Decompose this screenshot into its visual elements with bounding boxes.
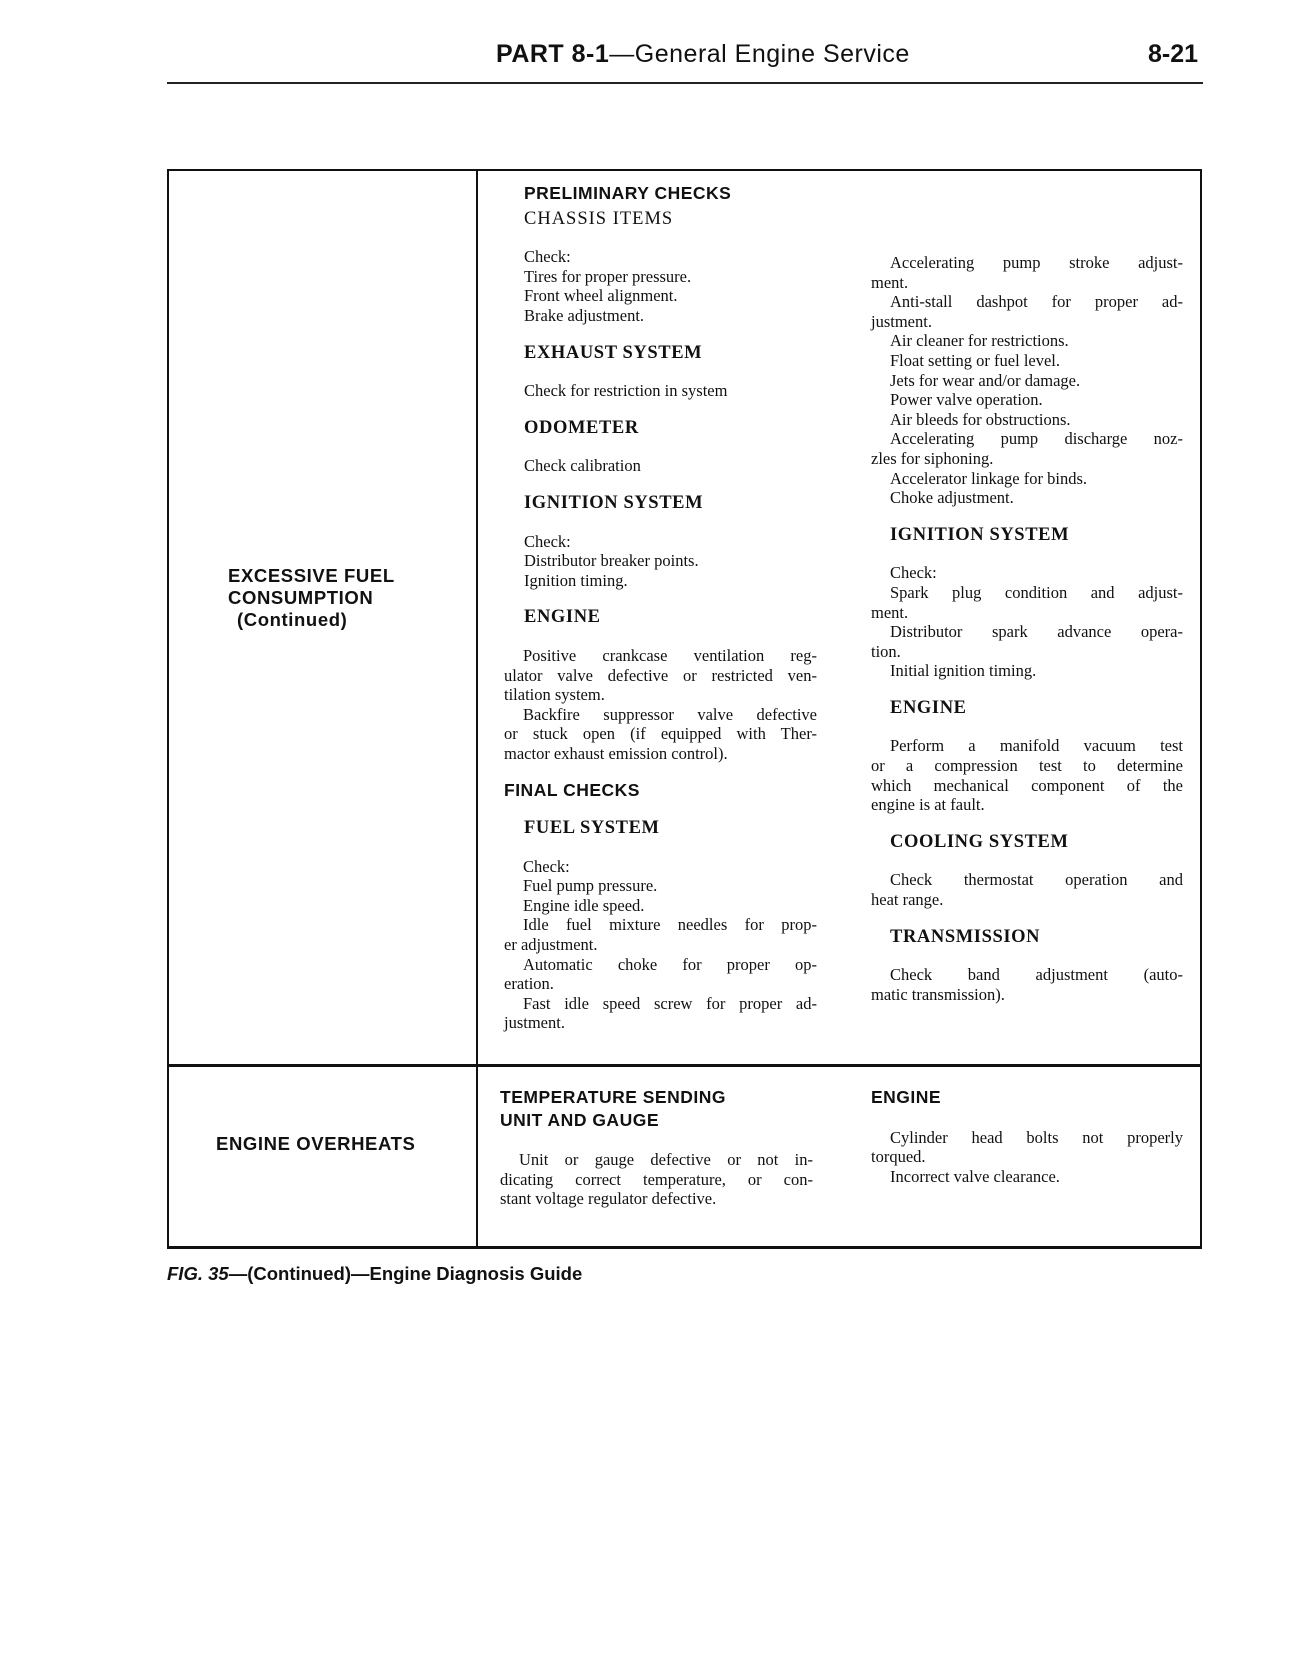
temperature-gauge-list: Unit or gauge defective or not in- dicating correct temperature, or con- stant voltage regulator defective. (500, 1150, 813, 1209)
figure-number: FIG. 35 (167, 1263, 229, 1284)
ignition-system-list-right: Check: Spark plug condition and adjust- ment. Distributor spark advance opera- tion. Initial ignition timing. (871, 563, 1183, 681)
engine-list-row2: Cylinder head bolts not properly torqued. Incorrect valve clearance. (871, 1127, 1183, 1186)
fuel-system-list-left: Check: Fuel pump pressure. Engine idle speed. Idle fuel mixture needles for prop- er adjustment. Automatic choke for proper op- eration. Fast idle speed screw for proper ad- justment. (504, 856, 817, 1033)
cooling-system-list: Check thermostat operation and heat range. (871, 870, 1183, 910)
fuel-system-heading: FUEL SYSTEM (524, 818, 660, 839)
condition-engine-overheats: ENGINE OVERHEATS (216, 1133, 416, 1154)
preliminary-checks-heading: PRELIMINARY CHECKS (524, 183, 732, 203)
figure-caption (167, 1263, 582, 1285)
ignition-system-heading-left: IGNITION SYSTEM (524, 492, 704, 513)
page-number: 8-21 (1148, 40, 1199, 68)
engine-list-left: Positive crankcase ventilation reg- ulator valve defective or restricted ven- tilation system. Backfire suppressor valve defective or stuck open (if equipped with Ther- mactor exhaust emission control). (504, 645, 817, 763)
exhaust-system-heading: EXHAUST SYSTEM (524, 342, 703, 363)
transmission-heading: TRANSMISSION (890, 926, 1041, 947)
row2-right-column (871, 1088, 1183, 1186)
header-rule (167, 82, 1203, 84)
ignition-system-heading-right: IGNITION SYSTEM (890, 524, 1070, 545)
unit-and-gauge-heading: UNIT AND GAUGE (500, 1109, 659, 1130)
ignition-system-list-left: Check: Distributor breaker points. Ignition timing. (524, 531, 699, 590)
part-label: PART 8-1 (496, 40, 610, 68)
figure-title: —(Continued)—Engine Diagnosis Guide (228, 1263, 583, 1284)
row-divider (167, 1064, 1202, 1067)
row1-right-column (871, 253, 1183, 1004)
engine-heading-right: ENGINE (890, 697, 967, 718)
chassis-items-heading: CHASSIS ITEMS (524, 208, 674, 229)
temperature-sending-heading: TEMPERATURE SENDING (500, 1087, 726, 1107)
odometer-text: Check calibration (524, 456, 641, 476)
odometer-heading: ODOMETER (524, 417, 639, 438)
part-title: General Engine Service (634, 40, 910, 68)
exhaust-system-text: Check for restriction in system (524, 381, 728, 401)
transmission-list: Check band adjustment (auto- matic transmission). (871, 965, 1183, 1004)
page-header-title: PART 8-1—General Engine Service (496, 40, 910, 68)
row1-left-column (504, 184, 817, 1033)
row2-left-column (500, 1088, 813, 1209)
column-divider (476, 169, 478, 1249)
condition-excessive-fuel: EXCESSIVE FUEL CONSUMPTION (Continued) (228, 565, 395, 630)
engine-heading-row2: ENGINE (871, 1087, 942, 1107)
cooling-system-heading: COOLING SYSTEM (890, 831, 1069, 852)
engine-list-right: Perform a manifold vacuum test or a compression test to determine which mechanical component of the engine is at fault. (871, 736, 1183, 815)
final-checks-heading: FINAL CHECKS (504, 780, 640, 801)
chassis-items-list: Check: Tires for proper pressure. Front wheel alignment. Brake adjustment. (524, 247, 692, 325)
engine-heading-left: ENGINE (524, 607, 601, 628)
fuel-system-list-right: Accelerating pump stroke adjust- ment. Anti-stall dashpot for proper ad- justment. Air cleaner for restrictions. Float setting or fuel level. Jets for wear and/or damage. Power valve operation. Air bleeds for obstructions. Accelerating pump discharge noz- zles for siphoning. Accelerator linkage for binds. Choke adjustment. (871, 253, 1183, 508)
